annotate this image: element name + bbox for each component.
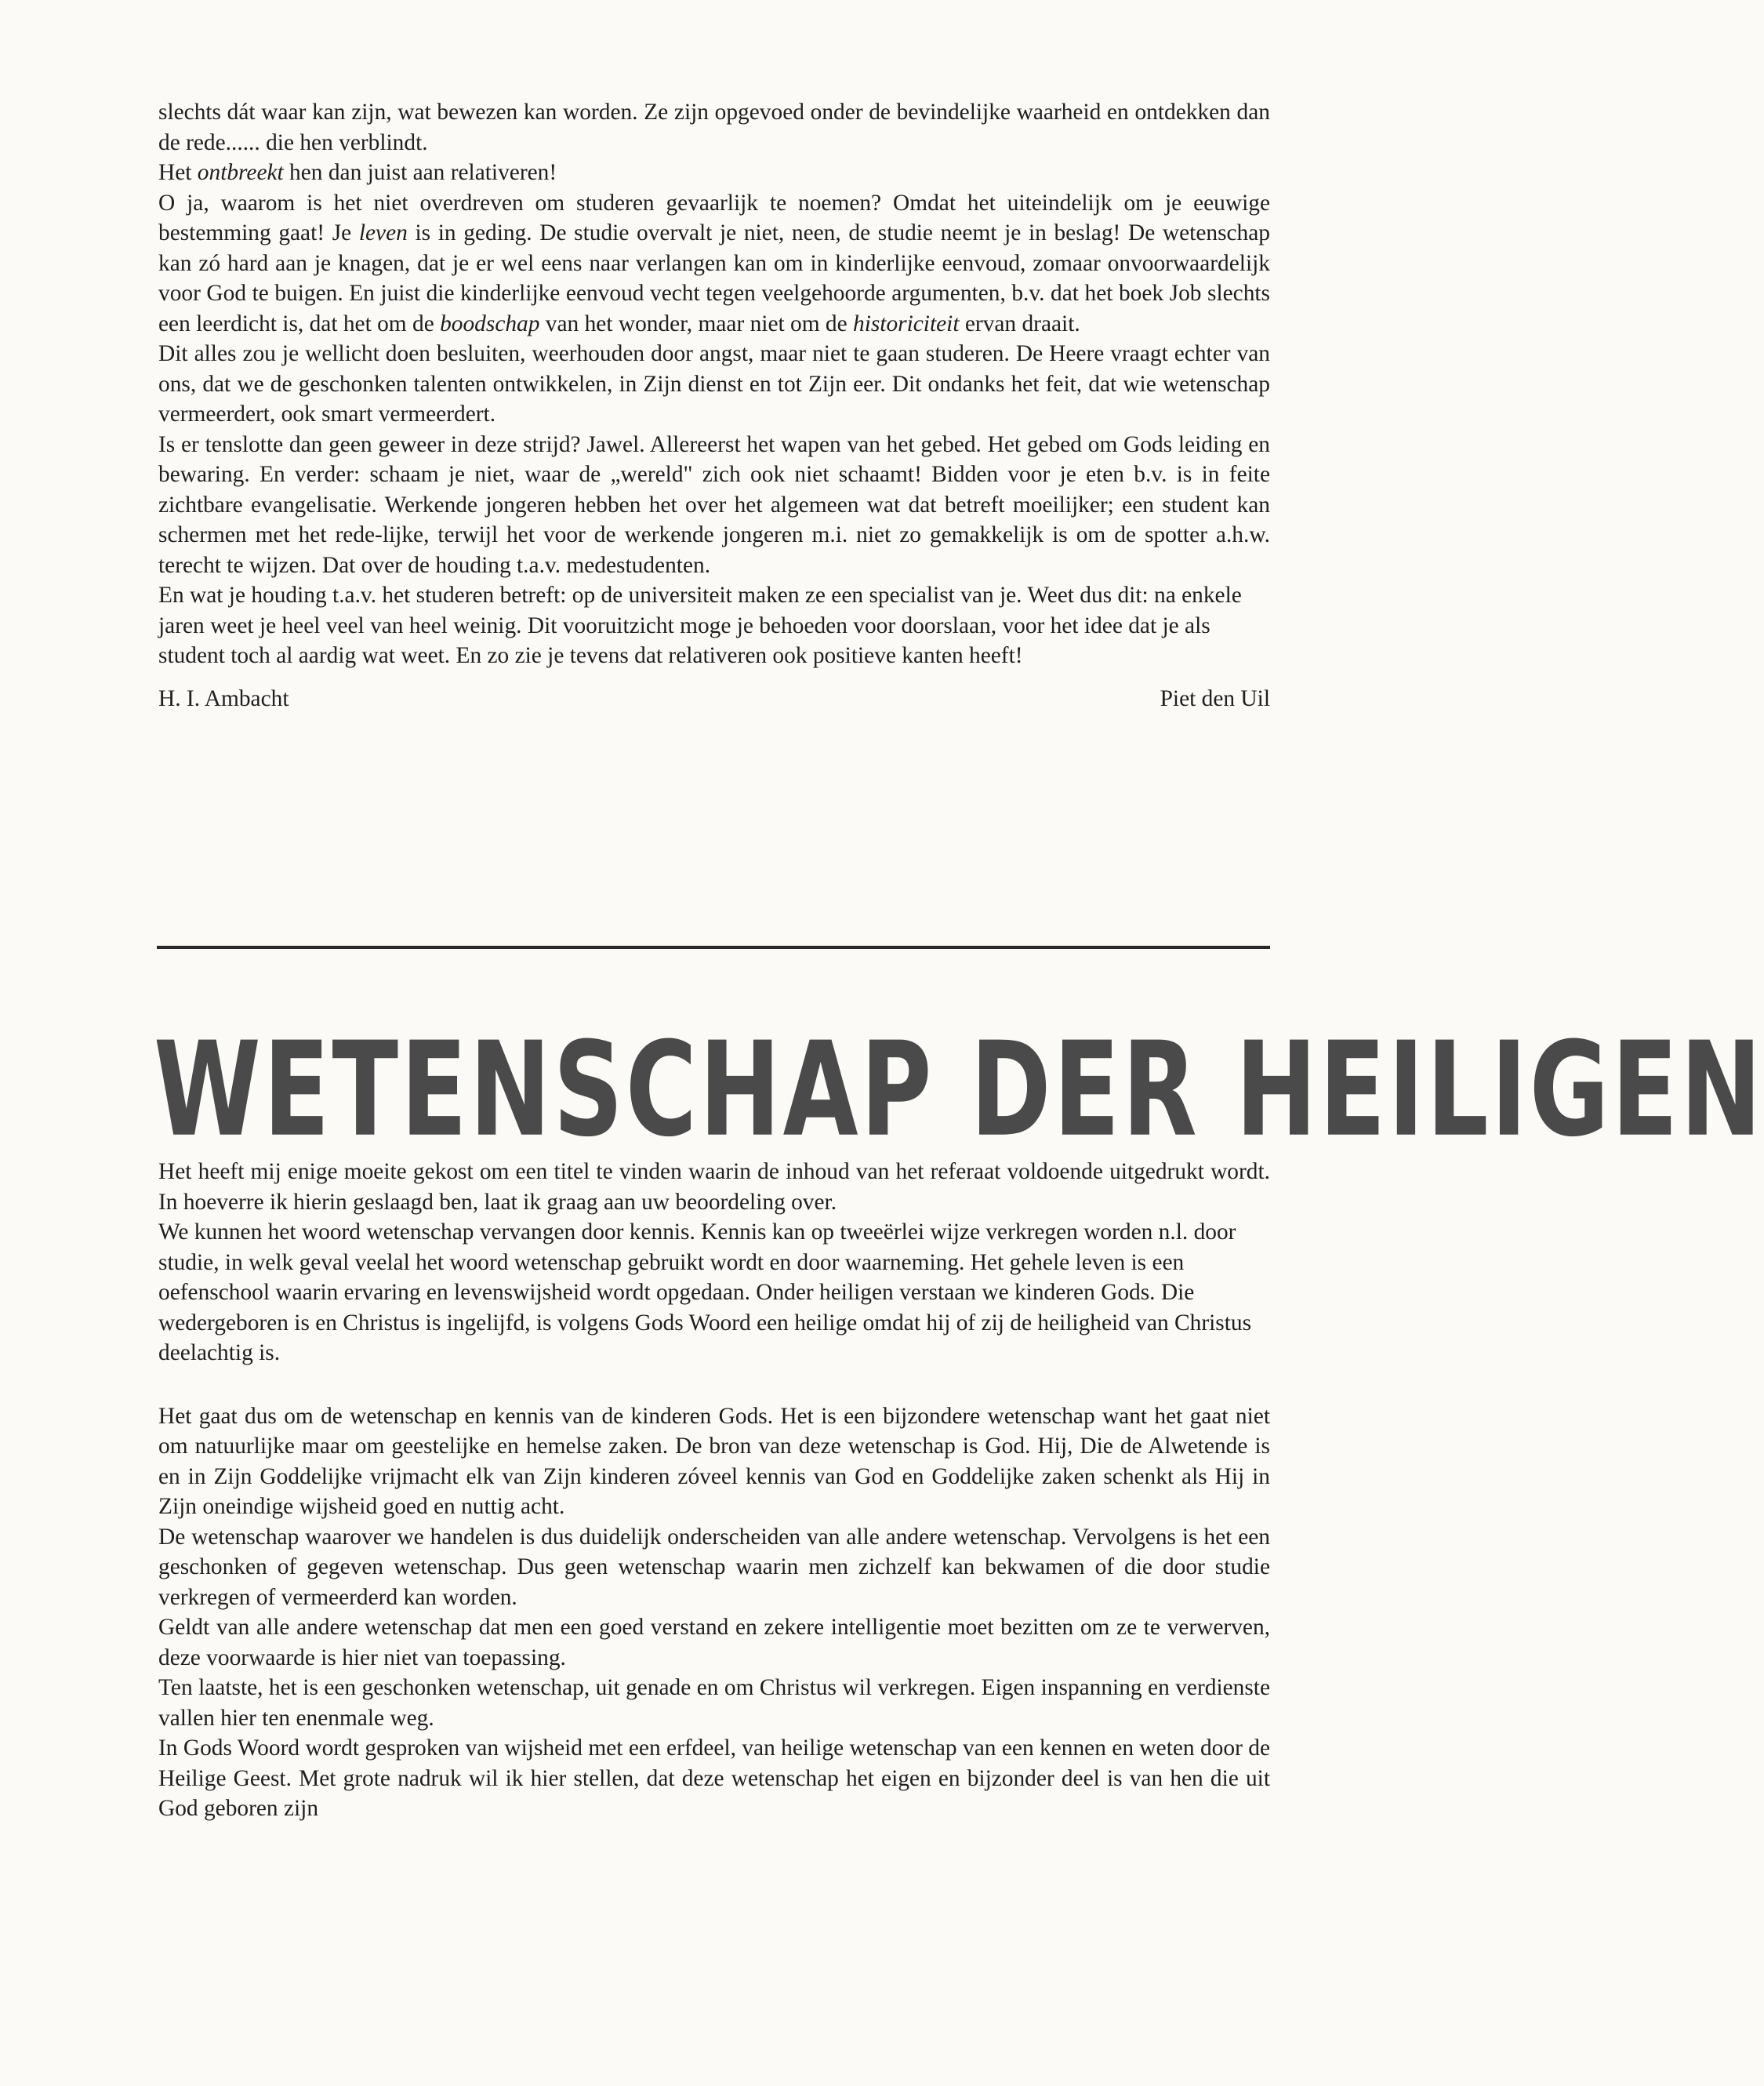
text-run: En wat je houding t.a.v. het studeren betreft: op de universiteit maken ze een specialist van je. Weet dus dit: na enkele jaren weet je heel veel van heel weinig. Dit vooruitzicht moge je behoeden voor doorslaan, voor het idee dat je als student toch al aardig wat weet. En zo zie je tevens dat relativeren ook positieve kanten heeft! <box>158 583 1242 668</box>
article-intro <box>158 1157 1270 1368</box>
text-run: Het <box>158 160 198 185</box>
text-run: ervan draait. <box>959 311 1080 336</box>
article-body <box>158 1157 1270 1824</box>
paragraph <box>158 158 1270 188</box>
text-run: is in geding. De studie overvalt je niet, neen, de studie neemt je in beslag! De wetenschap kan zó hard aan je knagen, dat je er wel eens naar verlangen kan om in kinderlijke eenvoud, zomaar onvoorwaardelijk voor God te buigen. En juist die kinderlijke eenvoud vecht tegen veelgehoorde argumenten, b.v. dat het boek Job slechts een leerdicht is, dat het om de <box>158 220 1270 336</box>
signature-line <box>158 684 1270 714</box>
section-divider <box>157 946 1270 949</box>
emphasized-text: ontbreekt <box>197 160 284 185</box>
paragraph <box>158 188 1270 340</box>
paragraph: In Gods Woord wordt gesproken van wijsheid met een erfdeel, van heilige wetenschap van een kennen en weten door de Heilige Geest. Met grote nadruk wil ik hier stellen, dat deze wetenschap het eigen en bijzonder deel is van hen die uit God geboren zijn <box>158 1735 1270 1821</box>
author-signature: H. I. Ambacht <box>158 685 289 711</box>
emphasized-text: leven <box>358 220 408 245</box>
paragraph: Geldt van alle andere wetenschap dat men een goed verstand en zekere intelligentie moet bezitten om ze te verwerven, deze voorwaarde is hier niet van toepassing. <box>158 1615 1270 1670</box>
article-main <box>158 1401 1270 1824</box>
emphasized-text: boodschap <box>440 311 540 336</box>
paragraph <box>158 580 1270 671</box>
paragraph: Het gaat dus om de wetenschap en kennis van de kinderen Gods. Het is een bijzondere wetenschap want het gaat niet om natuurlijke maar om geestelijke en hemelse zaken. De bron van deze wetenschap is God. Hij, Die de Alwetende is en in Zijn Goddelijke vrijmacht elk van Zijn kinderen zóveel kennis van God en Goddelijke zaken schenkt als Hij in Zijn oneindige wijsheid goed en nuttig acht. <box>158 1403 1270 1519</box>
author-pseudonym: Piet den Uil <box>1160 685 1270 711</box>
paragraph-gap <box>158 1368 1270 1401</box>
paragraph <box>158 430 1270 581</box>
paragraph: Ten laatste, het is een geschonken wetenschap, uit genade en om Christus wil verkregen. Eigen inspanning en verdienste vallen hier ten enenmale weg. <box>158 1675 1270 1731</box>
text-run: O ja, waarom is het niet overdreven om studeren gevaarlijk te noemen? Omdat het uiteindelijk om je eeuwige bestemming gaat! Je <box>158 190 1270 245</box>
paragraph <box>158 339 1270 430</box>
paragraph: De wetenschap waarover we handelen is dus duidelijk onderscheiden van alle andere wetenschap. Vervolgens is het een geschonken of gegeven wetenschap. Dus geen wetenschap waarin men zichzelf kan bekwamen of die door studie verkregen of vermeerderd kan worden. <box>158 1524 1270 1610</box>
paragraph: We kunnen het woord wetenschap vervangen door kennis. Kennis kan op tweeërlei wijze verkregen worden n.l. door studie, in welk geval veelal het woord wetenschap gebruikt wordt en door waarneming. Het gehele leven is een oefenschool waarin ervaring en levenswijsheid wordt opgedaan. Onder heiligen verstaan we kinderen Gods. Die wedergeboren is en Christus is ingelijfd, is volgens Gods Woord een heilige omdat hij of zij de heiligheid van Christus deelachtig is. <box>158 1219 1252 1365</box>
text-run: Is er tenslotte dan geen geweer in deze strijd? Jawel. Allereerst het wapen van het gebed. Het gebed om Gods leiding en bewaring. En verder: schaam je niet, waar de „wereld" zich ook niet schaamt! Bidden voor je eten b.v. is in feite zichtbare evangelisatie. Werkende jongeren hebben het over het algemeen wat dat betreft moeilijker; een student kan schermen met het rede-lijke, terwijl het voor de werkende jongeren m.i. niet zo gemakkelijk is om de spotter a.h.w. terecht te wijzen. Dat over de houding t.a.v. medestudenten. <box>158 431 1270 578</box>
article-continuation-body <box>158 97 1270 671</box>
text-run: slechts dát waar kan zijn, wat bewezen kan worden. Ze zijn opgevoed onder de bevindelijke waarheid en ontdekken dan de rede...... die hen verblindt. <box>158 100 1270 155</box>
text-run: Dit alles zou je wellicht doen besluiten, weerhouden door angst, maar niet te gaan studeren. De Heere vraagt echter van ons, dat we de geschonken talenten ontwikkelen, in Zijn dienst en tot Zijn eer. Dit ondanks het feit, dat wie wetenschap vermeerdert, ook smart vermeerdert. <box>158 341 1270 427</box>
article-continuation <box>158 97 1270 714</box>
paragraph: Het heeft mij enige moeite gekost om een titel te vinden waarin de inhoud van het referaat voldoende uitgedrukt wordt. In hoeverre ik hierin geslaagd ben, laat ik graag aan uw beoordeling over. <box>158 1159 1270 1215</box>
text-run: van het wonder, maar niet om de <box>539 311 853 336</box>
emphasized-text: historiciteit <box>853 311 960 336</box>
article-headline: WETENSCHAP DER HEILIGEN <box>154 1015 1764 1166</box>
text-run: hen dan juist aan relativeren! <box>283 160 557 185</box>
paragraph <box>158 97 1270 158</box>
